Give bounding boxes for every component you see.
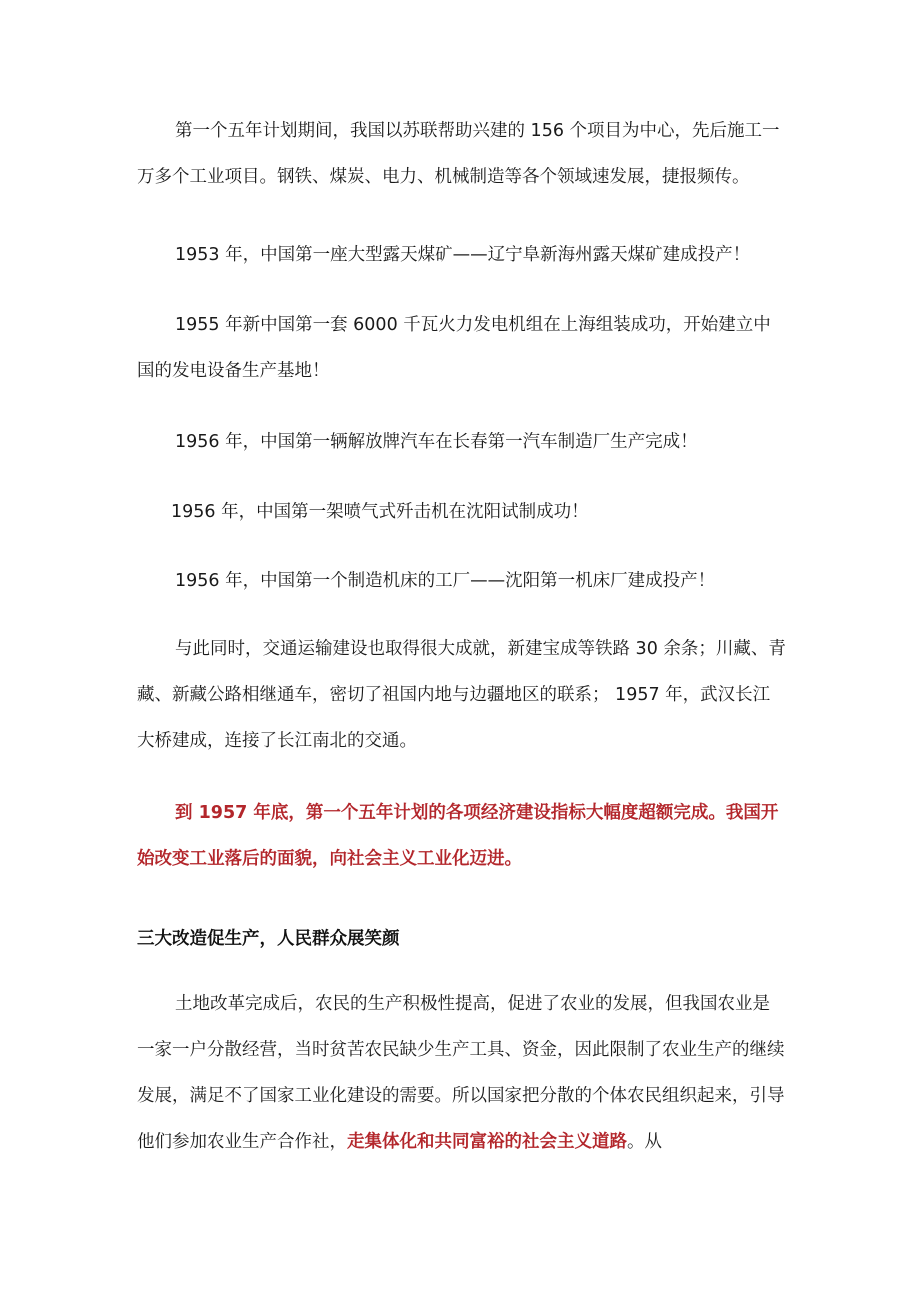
paragraph-transport: 与此同时，交通运输建设也取得很大成就，新建宝成等铁路 30 余条；川藏、青藏、新藏公路相继通车，密切了祖国内地与边疆地区的联系； 1957 年，武汉长江大桥建成，连接了长江南北的交通。 bbox=[137, 639, 786, 751]
land-reform-tail: 。从 bbox=[627, 1132, 662, 1152]
paragraph-1956-jet-fighter: 1956 年，中国第一架喷气式歼击机在沈阳试制成功！ bbox=[171, 502, 589, 522]
paragraph-1956-truck: 1956 年，中国第一辆解放牌汽车在长春第一汽车制造厂生产完成！ bbox=[175, 432, 698, 452]
paragraph-1957-summary-highlight: 到 1957 年底，第一个五年计划的各项经济建设指标大幅度超额完成。我国开始改变工业落后的面貌，向社会主义工业化迈进。 bbox=[137, 803, 779, 869]
paragraph-1953-coal-mine: 1953 年，中国第一座大型露天煤矿——辽宁阜新海州露天煤矿建成投产！ bbox=[175, 245, 751, 265]
paragraph-first-five-year-plan: 第一个五年计划期间，我国以苏联帮助兴建的 156 个项目为中心，先后施工一万多个工业项目。钢铁、煤炭、电力、机械制造等各个领域速发展，捷报频传。 bbox=[137, 121, 780, 187]
land-reform-text: 土地改革完成后，农民的生产积极性提高，促进了农业的发展，但我国农业是一家一户分散经营，当时贫苦农民缺少生产工具、资金，因此限制了农业生产的继续发展，满足不了国家工业化建设的需要。所以国家把分散的个体农民组织起来，引导他们参加农业生产合作社， bbox=[137, 994, 785, 1152]
paragraph-land-reform bbox=[137, 981, 787, 1165]
collectivization-highlight: 走集体化和共同富裕的社会主义道路 bbox=[347, 1132, 627, 1152]
paragraph-1956-machine-tool: 1956 年，中国第一个制造机床的工厂——沈阳第一机床厂建成投产！ bbox=[175, 571, 716, 591]
section-heading: 三大改造促生产，人民群众展笑颜 bbox=[137, 929, 400, 949]
paragraph-1955-power-unit: 1955 年新中国第一套 6000 千瓦火力发电机组在上海组装成功，开始建立中国的发电设备生产基地！ bbox=[137, 315, 771, 381]
